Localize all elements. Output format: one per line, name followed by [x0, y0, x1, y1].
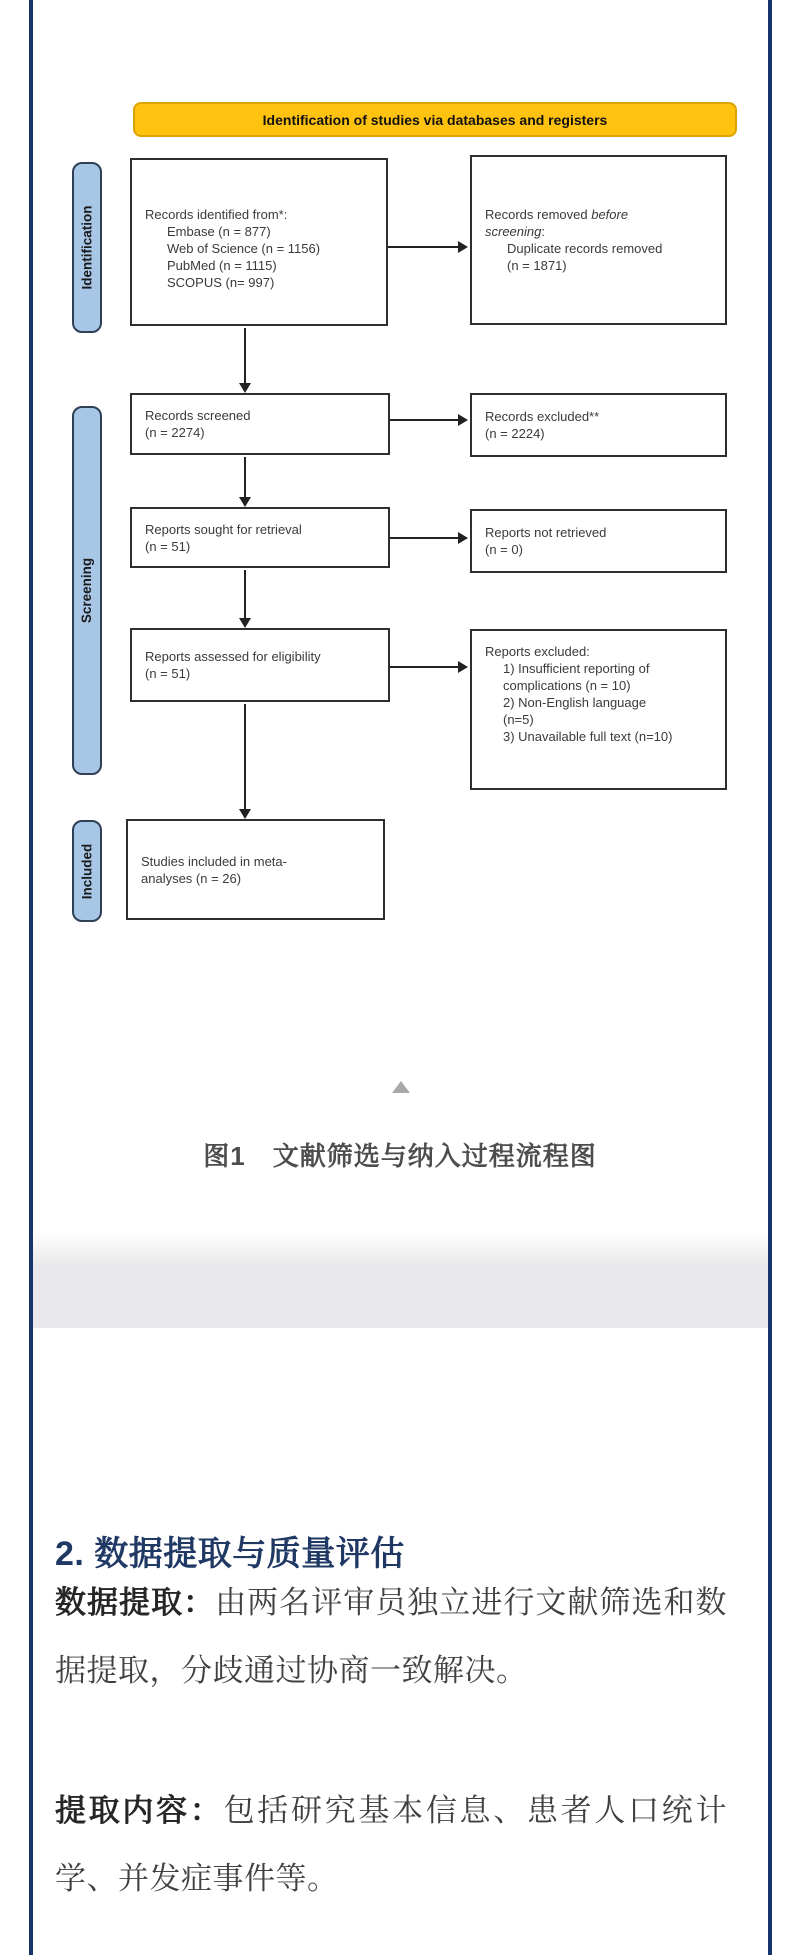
flow-box-records-identified: [130, 158, 388, 326]
flow-box-line: Records excluded**: [485, 409, 600, 424]
flow-box-line: (n = 1871): [507, 258, 567, 273]
flow-box-line: Records identified from*:: [145, 206, 288, 222]
arrow-sought-to-not-retrieved: [390, 537, 458, 539]
flow-box-line: Embase (n = 877): [167, 223, 271, 239]
flow-banner: [133, 102, 737, 137]
paragraph-text: 包括研究基本信息、患者人口统计学、并发症事件等。: [55, 1793, 728, 1896]
stage-label-identification-text: Identification: [79, 205, 95, 290]
arrow-identified-to-screened: [244, 328, 246, 383]
arrow-identified-to-removed: [388, 246, 458, 248]
arrow-screened-to-excluded: [390, 419, 458, 421]
flow-box-records-excluded: [470, 393, 727, 457]
flow-box-line: analyses (n = 26): [141, 870, 242, 886]
flow-box-line: Reports excluded:: [485, 644, 590, 659]
flow-box-reports-sought: [130, 507, 390, 568]
flow-box-line: screening:: [485, 224, 545, 239]
paragraph-extraction-content: [55, 1777, 727, 1913]
flow-box-line: (n=5): [503, 712, 534, 727]
figure-caption: 图1 文献筛选与纳入过程流程图: [203, 1141, 597, 1171]
flow-box-line: Studies included in meta-: [141, 853, 287, 869]
flow-box-line: Reports assessed for eligibility: [145, 649, 321, 664]
flow-box-line: (n = 2224): [485, 426, 545, 441]
flow-box-line: PubMed (n = 1115): [167, 257, 277, 273]
flow-box-line: Records screened: [145, 408, 251, 423]
flow-box-line: complications (n = 10): [503, 678, 631, 693]
page-border-left: [29, 0, 33, 1955]
flow-box-line: 1) Insufficient reporting of: [503, 661, 650, 676]
arrow-assessed-to-excluded-reasons: [390, 666, 458, 668]
flow-box-reports-not-retrieved: [470, 509, 727, 573]
flow-box-reports-assessed: [130, 628, 390, 702]
flow-box-line: Reports not retrieved: [485, 525, 607, 540]
flow-box-records-removed: [470, 155, 727, 325]
arrow-sought-to-assessed: [244, 570, 246, 618]
paragraph-label: 数据提取：: [55, 1585, 216, 1620]
flow-box-line: (n = 2274): [145, 425, 205, 440]
flow-box-line: Web of Science (n = 1156): [167, 240, 321, 256]
section-heading: 2. 数据提取与质量评估: [55, 1535, 405, 1573]
stage-label-included-text: Included: [79, 843, 95, 899]
stage-label-screening: [72, 406, 102, 775]
flow-box-line: (n = 51): [145, 666, 191, 681]
flow-box-line: Reports sought for retrieval: [145, 521, 302, 537]
flow-box-line: 3) Unavailable full text (n=10): [503, 729, 673, 744]
arrow-screened-to-sought: [244, 457, 246, 497]
flow-box-line: (n = 0): [485, 542, 523, 557]
flow-box-line: SCOPUS (n= 997): [167, 274, 275, 290]
flow-box-records-screened: [130, 393, 390, 455]
arrow-assessed-to-included: [244, 704, 246, 809]
paragraph-label: 提取内容：: [55, 1793, 224, 1828]
separator-band: [33, 1232, 768, 1328]
page-border-right: [768, 0, 772, 1955]
flow-banner-label: Identification of studies via databases and registers: [262, 111, 608, 128]
paragraph-data-extraction: [55, 1569, 727, 1705]
back-to-top-icon[interactable]: [392, 1081, 410, 1093]
flow-box-line: Duplicate records removed: [507, 241, 663, 256]
flow-box-reports-excluded-reasons: [470, 629, 727, 790]
stage-label-included: [72, 820, 102, 922]
paragraph-text: 由两名评审员独立进行文献筛选和数据提取，分歧通过协商一致解决。: [55, 1585, 727, 1688]
stage-label-identification: [72, 162, 102, 333]
flow-box-line: Records removed before: [485, 207, 629, 222]
flow-box-studies-included: [126, 819, 385, 920]
flow-box-line: 2) Non-English language: [503, 695, 647, 710]
flow-box-line: (n = 51): [145, 538, 191, 554]
stage-label-screening-text: Screening: [79, 557, 95, 624]
